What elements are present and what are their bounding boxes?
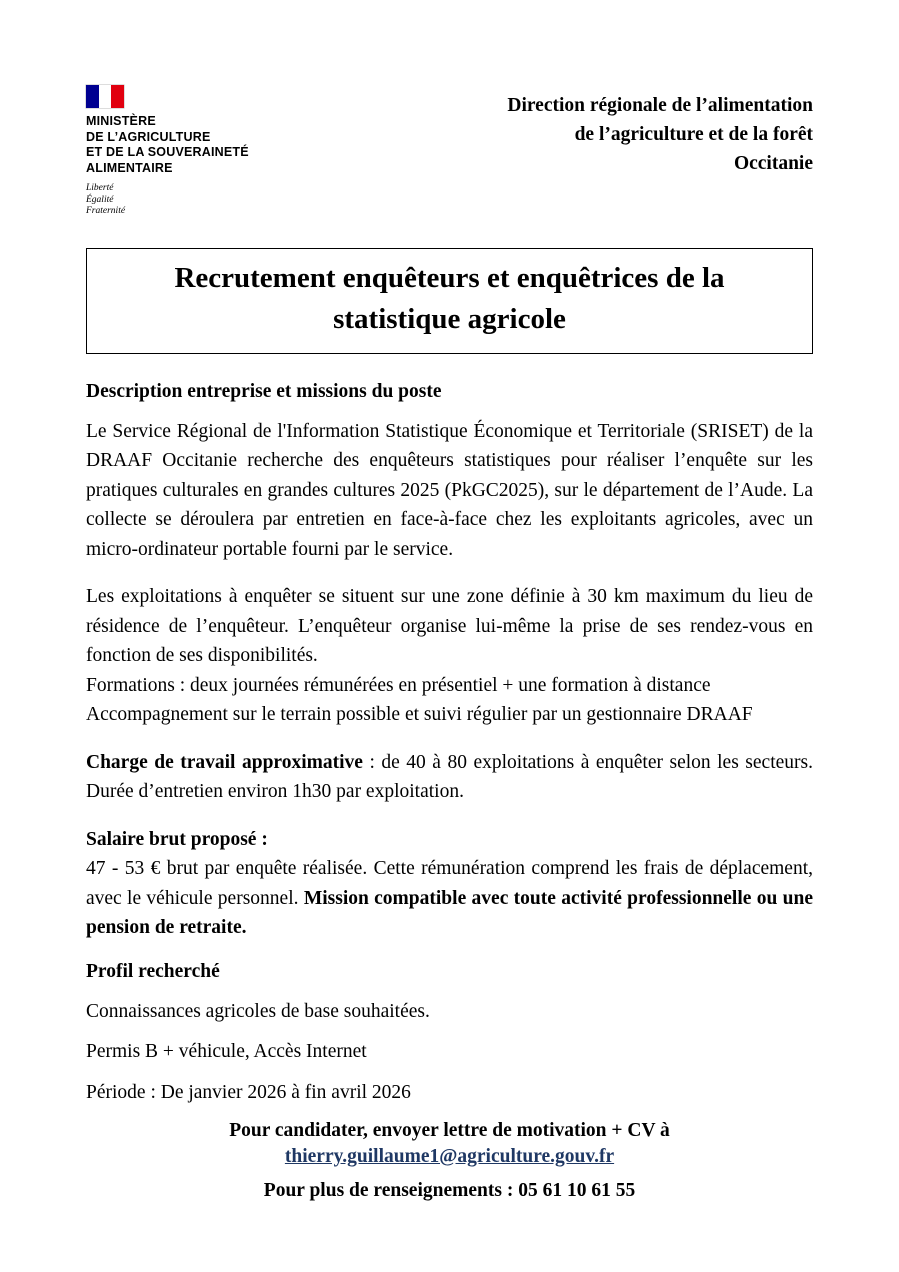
ministry-name-line: ET DE LA SOUVERAINETÉ	[86, 145, 249, 159]
motto-line: Liberté	[86, 183, 114, 193]
paragraph-formations-text: Formations : deux journées rémunérées en présentiel + une formation à distance	[86, 674, 711, 696]
section-heading-description: Description entreprise et missions du poste	[86, 380, 442, 402]
apply-instruction: Pour candidater, envoyer lettre de motivation + CV à	[229, 1120, 670, 1141]
paragraph-mission: Le Service Régional de l'Information Statistique Économique et Territoriale (SRISET) de la DRAAF Occitanie recherche des enquêteurs statistiques pour réaliser l’enquête sur les pratiques culturales en grandes cultures 2025 (PkGC2025), sur le département de l’Aude. La collecte se déroulera par entretien en face-à-face chez les exploitants agricoles, avec un micro-ordinateur portable fourni par le service.	[86, 420, 813, 560]
document-header	[86, 85, 813, 218]
paragraph-zone-formations	[86, 582, 813, 730]
direction-line: de l’agriculture et de la forêt	[574, 124, 813, 145]
paragraph-connaissances: Connaissances agricoles de base souhaitées.	[86, 1000, 430, 1022]
email-line	[86, 1144, 813, 1169]
document-title-box	[86, 248, 813, 354]
document-footer	[86, 1118, 813, 1203]
paragraph-zone-text: Les exploitations à enquêter se situent sur une zone définie à 30 km maximum du lieu de résidence de l’enquêteur. L’enquêteur organise lui-même la prise de ses rendez-vous en fonction de ses disponibilités.	[86, 586, 813, 666]
paragraph-accompagnement-text: Accompagnement sur le terrain possible et suivi régulier par un gestionnaire DRAAF	[86, 704, 753, 725]
motto-line: Fraternité	[86, 206, 126, 216]
document-body	[86, 381, 813, 1108]
ministry-name-line: DE L’AGRICULTURE	[86, 129, 211, 144]
direction-line: Occitanie	[733, 153, 813, 174]
paragraph-permis: Permis B + véhicule, Accès Internet	[86, 1041, 367, 1062]
regional-direction-block	[507, 85, 813, 178]
phone-info: Pour plus de renseignements : 05 61 10 61 55	[263, 1180, 636, 1201]
republic-motto	[86, 183, 249, 218]
ministry-name-line: MINISTÈRE	[86, 114, 156, 128]
motto-line: Égalité	[86, 194, 114, 205]
charge-travail-label: Charge de travail approximative	[86, 751, 363, 773]
ministry-logo	[86, 85, 249, 218]
paragraph-charge-travail	[86, 748, 813, 807]
paragraph-salaire	[86, 825, 813, 943]
document-title: Recrutement enquêteurs et enquêtrices de la statistique agricole	[174, 261, 725, 335]
salaire-text: 47 - 53 € brut par enquête réalisée. Cette rémunération comprend les frais de déplacement, avec le véhicule personnel.	[86, 858, 813, 909]
direction-line: Direction régionale de l’alimentation	[507, 95, 813, 116]
contact-email-link[interactable]: thierry.guillaume1@agriculture.gouv.fr	[284, 1146, 615, 1167]
ministry-name	[86, 114, 249, 176]
section-heading-profil: Profil recherché	[86, 960, 220, 982]
charge-travail-text: : de 40 à 80 exploitations à enquêter selon les secteurs. Durée d’entretien environ 1h30 par exploitation.	[86, 751, 813, 802]
french-flag-icon	[86, 85, 124, 108]
paragraph-periode: Période : De janvier 2026 à fin avril 2026	[86, 1081, 411, 1103]
salaire-heading: Salaire brut proposé :	[86, 828, 268, 850]
salaire-bold-note: Mission compatible avec toute activité professionnelle ou une pension de retraite.	[86, 887, 813, 938]
ministry-name-line: ALIMENTAIRE	[86, 160, 173, 175]
